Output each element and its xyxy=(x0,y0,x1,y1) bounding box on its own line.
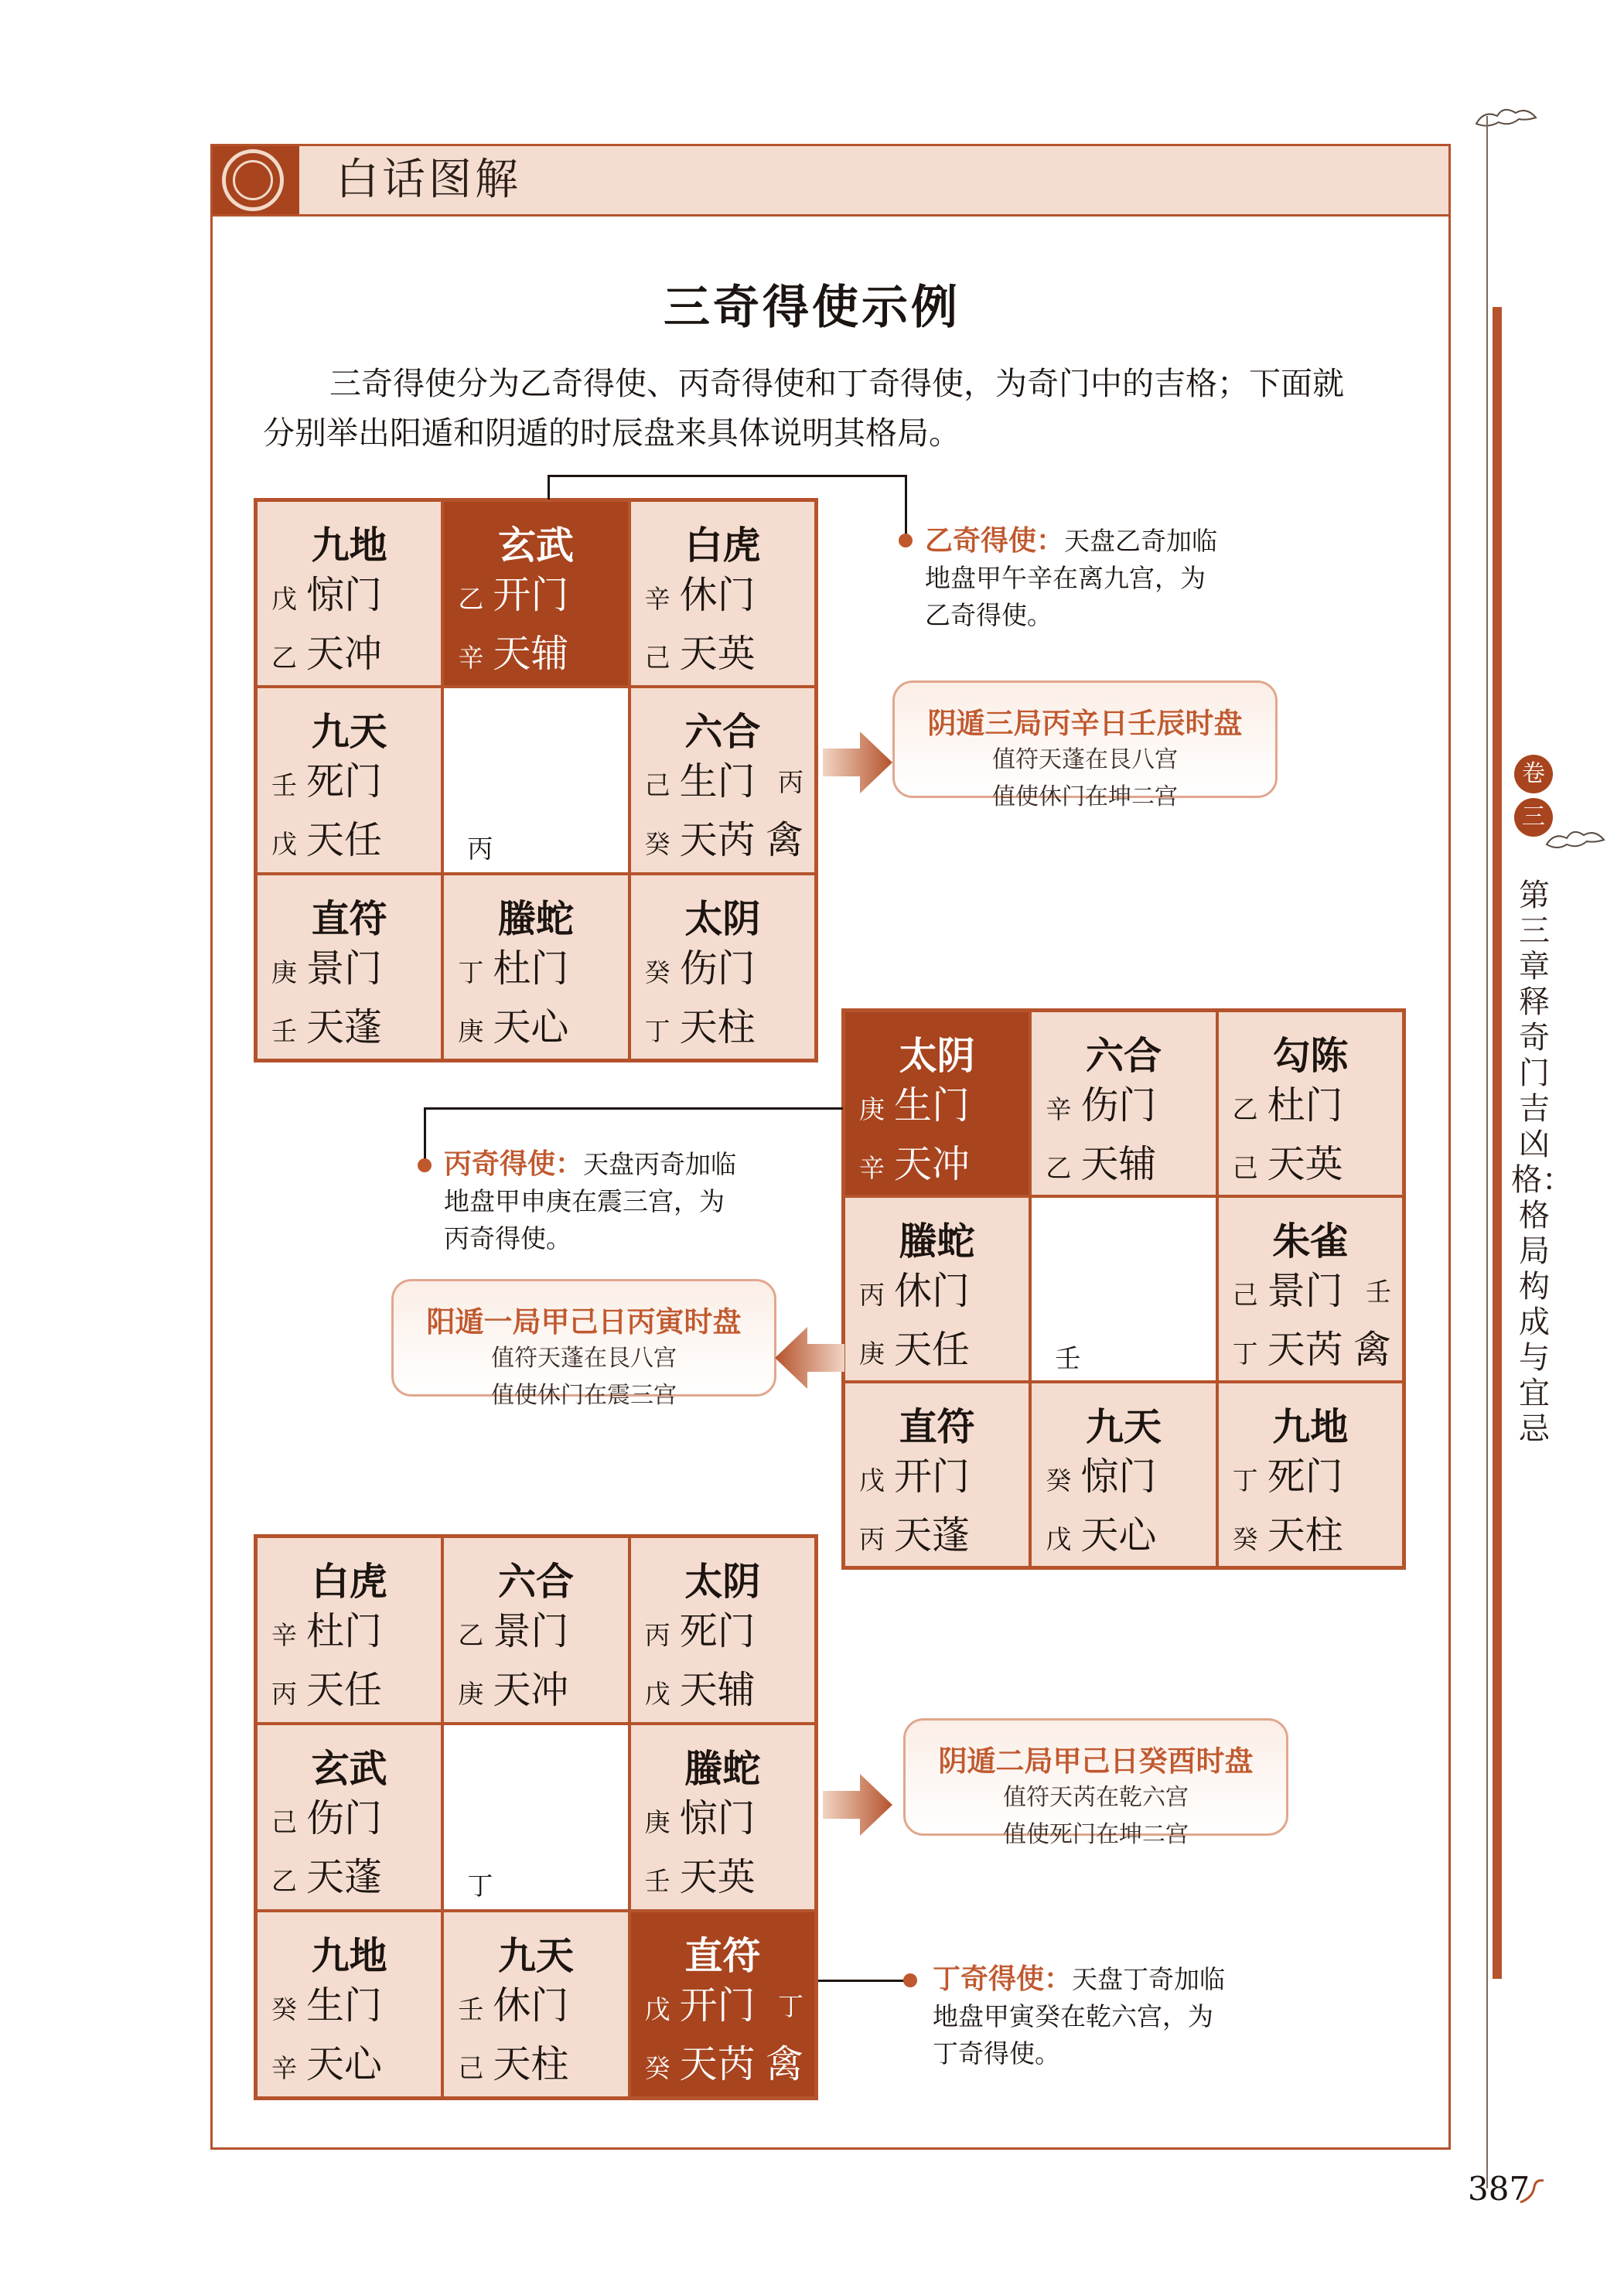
stem-label: 癸 xyxy=(644,2053,670,2083)
grid-1-cell-highlight xyxy=(442,500,629,687)
note-title: 乙奇得使： xyxy=(925,525,1065,557)
door-label: 开门 xyxy=(894,1455,971,1499)
grid-3-cell-highlight xyxy=(629,1911,816,2098)
stem-label: 壬 xyxy=(458,1994,484,2024)
grid-1-cell xyxy=(256,874,442,1060)
page-number: 387 xyxy=(1468,2170,1530,2208)
deity-label: 太阴 xyxy=(899,1034,975,1078)
grid-2-cell xyxy=(1030,1382,1216,1567)
side-stem: 丙 xyxy=(777,767,803,798)
grid-1 xyxy=(254,498,818,1062)
stem-label: 乙 xyxy=(271,1866,297,1896)
door-label: 休门 xyxy=(894,1269,971,1313)
stem-label: 己 xyxy=(1232,1153,1258,1183)
star-label: 天任 xyxy=(306,1668,383,1712)
star-label: 天芮 xyxy=(679,818,756,863)
grid-1-note xyxy=(925,523,1281,634)
star-label: 天柱 xyxy=(1267,1513,1343,1557)
grid-3-cell xyxy=(256,1724,442,1911)
grid-1-cell xyxy=(256,500,442,687)
grid-1-cell xyxy=(442,874,629,1060)
deity-label: 白虎 xyxy=(684,524,761,568)
note-text: 乙奇得使。 xyxy=(925,600,1053,630)
info-box-title: 阴遁二局甲己日癸酉时盘 xyxy=(938,1745,1254,1778)
star-label: 天芮 xyxy=(679,2042,756,2086)
grid-2-cell xyxy=(1217,1382,1404,1567)
stem-label: 己 xyxy=(458,2053,484,2083)
star-label: 天冲 xyxy=(306,632,383,676)
star-label: 天任 xyxy=(306,818,383,863)
star-label: 天辅 xyxy=(1080,1142,1157,1186)
info-box-line: 值使休门在坤二宫 xyxy=(992,783,1178,810)
grid-3-info-box xyxy=(903,1718,1288,1848)
stem-label: 壬 xyxy=(644,1866,670,1896)
info-box-title: 阳遁一局甲己日丙寅时盘 xyxy=(426,1305,742,1339)
grid-2-cell xyxy=(1217,1011,1404,1196)
door-label: 死门 xyxy=(1267,1455,1343,1499)
stem-label: 乙 xyxy=(1046,1153,1072,1183)
star-label: 天英 xyxy=(679,1855,756,1899)
stem-label: 乙 xyxy=(271,643,297,673)
star-label: 天芮 xyxy=(1267,1328,1343,1372)
stem-label: 丁 xyxy=(458,957,484,987)
grid-3-cell xyxy=(256,1911,442,2098)
annotation-dot xyxy=(903,1973,917,1987)
door-label: 开门 xyxy=(493,573,569,617)
door-label: 杜门 xyxy=(493,946,569,991)
stem-label: 庚 xyxy=(458,1015,484,1046)
deity-label: 六合 xyxy=(684,710,761,755)
arrow-right-icon xyxy=(823,732,892,793)
deity-label: 直符 xyxy=(899,1405,975,1449)
star-label: 天任 xyxy=(894,1328,971,1372)
deity-label: 太阴 xyxy=(684,1560,761,1604)
stem-label: 丙 xyxy=(271,1679,297,1709)
star-label: 天蓬 xyxy=(894,1513,971,1557)
deity-label: 六合 xyxy=(497,1560,574,1604)
note-text: 地盘甲午辛在离九宫，为 xyxy=(925,563,1206,593)
grid-3-cell xyxy=(256,1537,442,1724)
stem-label: 癸 xyxy=(1046,1465,1072,1496)
stem-label: 辛 xyxy=(859,1153,885,1183)
stem-label: 辛 xyxy=(644,584,670,614)
stem-label: 辛 xyxy=(271,2053,297,2083)
deity-label: 九地 xyxy=(311,524,387,568)
grid-1-info-box xyxy=(892,680,1278,810)
star-label: 天心 xyxy=(1080,1513,1157,1557)
stem-label: 丁 xyxy=(644,1015,670,1046)
door-label: 惊门 xyxy=(306,573,383,617)
side-stem: 壬 xyxy=(1365,1277,1391,1307)
stem-label: 庚 xyxy=(859,1339,885,1369)
door-label: 生门 xyxy=(894,1083,971,1127)
grid-2-note xyxy=(444,1146,800,1257)
swirl-ornament-icon xyxy=(1517,2174,1548,2205)
door-label: 景门 xyxy=(493,1609,569,1653)
grid-2 xyxy=(841,1008,1406,1570)
note-text: 天盘丁奇加临 xyxy=(1072,1964,1226,1994)
stem-label: 己 xyxy=(644,643,670,673)
star-label: 天冲 xyxy=(493,1668,569,1712)
door-label: 生门 xyxy=(306,1983,383,2028)
door-label: 伤门 xyxy=(1080,1083,1157,1127)
deity-label: 直符 xyxy=(311,896,387,941)
stem-label: 癸 xyxy=(1232,1524,1258,1554)
grid-3-note xyxy=(933,1961,1288,2072)
volume-label: 卷 xyxy=(1514,755,1553,793)
door-label: 休门 xyxy=(679,573,756,617)
annotation-dot xyxy=(418,1158,432,1172)
deity-label: 六合 xyxy=(1085,1034,1162,1078)
arrow-left-icon xyxy=(775,1327,844,1389)
stem-label: 庚 xyxy=(644,1807,670,1837)
note-title: 丙奇得使： xyxy=(444,1148,584,1180)
stem-label: 己 xyxy=(271,1807,297,1837)
star-label: 天柱 xyxy=(679,1004,756,1049)
volume-number: 三 xyxy=(1514,798,1553,837)
star-label: 天柱 xyxy=(493,2042,569,2086)
info-box-line: 值符天芮在乾六宫 xyxy=(1003,1784,1189,1811)
cloud-ornament-icon xyxy=(1472,102,1542,133)
stem-label: 戊 xyxy=(271,584,297,614)
star-label: 天心 xyxy=(306,2042,383,2086)
deity-label: 直符 xyxy=(684,1934,761,1978)
side-star: 禽 xyxy=(1353,1328,1391,1372)
star-label: 天蓬 xyxy=(306,1004,383,1049)
star-label: 天冲 xyxy=(894,1142,971,1186)
stem-label: 己 xyxy=(1232,1280,1258,1310)
grid-1-center xyxy=(442,687,629,873)
note-text: 天盘乙奇加临 xyxy=(1064,526,1218,556)
door-label: 惊门 xyxy=(679,1796,756,1840)
door-label: 惊门 xyxy=(1080,1455,1157,1499)
stem-label: 庚 xyxy=(859,1094,885,1124)
stem-label: 癸 xyxy=(644,957,670,987)
center-stem: 丁 xyxy=(467,1871,493,1901)
stem-label: 癸 xyxy=(644,829,670,860)
door-label: 死门 xyxy=(306,759,383,804)
stem-label: 丙 xyxy=(859,1280,885,1310)
grid-3-cell xyxy=(442,1537,629,1724)
stem-label: 壬 xyxy=(271,1015,297,1046)
grid-2-cell xyxy=(844,1382,1030,1567)
star-label: 天辅 xyxy=(493,632,569,676)
door-label: 杜门 xyxy=(1267,1083,1343,1127)
annotation-dot xyxy=(899,534,913,547)
stem-label: 壬 xyxy=(271,770,297,801)
stem-label: 丁 xyxy=(1232,1339,1258,1369)
stem-label: 丙 xyxy=(859,1524,885,1554)
deity-label: 朱雀 xyxy=(1272,1219,1349,1264)
margin-bar xyxy=(1493,307,1502,1979)
grid-2-cell-highlight xyxy=(844,1011,1030,1196)
deity-label: 螣蛇 xyxy=(684,1747,761,1791)
intro-line-2: 分别举出阳遁和阴遁的时辰盘来具体说明其格局。 xyxy=(263,414,960,452)
stem-label: 庚 xyxy=(458,1679,484,1709)
note-text: 地盘甲寅癸在乾六宫，为 xyxy=(933,2001,1213,2031)
stem-label: 己 xyxy=(644,770,670,801)
stem-label: 戊 xyxy=(644,1679,670,1709)
stem-label: 癸 xyxy=(271,1994,297,2024)
note-text: 地盘甲申庚在震三宫，为 xyxy=(444,1186,725,1216)
side-star: 禽 xyxy=(765,2042,803,2086)
grid-1-cell xyxy=(629,687,816,873)
center-stem: 壬 xyxy=(1055,1343,1081,1373)
stem-label: 辛 xyxy=(271,1620,297,1650)
deity-label: 九地 xyxy=(1272,1405,1349,1449)
header-emblem-icon xyxy=(213,146,299,214)
side-stem: 丁 xyxy=(777,1991,803,2021)
door-label: 生门 xyxy=(679,759,756,804)
stem-label: 庚 xyxy=(271,957,297,987)
side-star: 禽 xyxy=(765,818,803,863)
stem-label: 辛 xyxy=(458,643,484,673)
deity-label: 太阴 xyxy=(684,896,761,941)
grid-1-cell xyxy=(256,687,442,873)
deity-label: 九天 xyxy=(497,1934,574,1978)
deity-label: 九天 xyxy=(311,710,387,755)
stem-label: 乙 xyxy=(458,1620,484,1650)
deity-label: 九天 xyxy=(1085,1405,1162,1449)
chapter-title: 第三章 释奇门吉凶格：格局构成与宜忌 xyxy=(1511,878,1581,1447)
cloud-ornament-icon xyxy=(1544,824,1609,855)
info-box-title: 阴遁三局丙辛日壬辰时盘 xyxy=(927,707,1243,740)
stem-label: 戊 xyxy=(644,1994,670,2024)
deity-label: 螣蛇 xyxy=(497,896,574,941)
deity-label: 九地 xyxy=(311,1934,387,1978)
note-text: 丁奇得使。 xyxy=(933,2038,1060,2069)
stem-label: 丁 xyxy=(1232,1465,1258,1496)
center-stem: 丙 xyxy=(467,834,493,865)
note-text: 丙奇得使。 xyxy=(444,1223,571,1253)
grid-2-center xyxy=(1030,1196,1216,1382)
grid-2-cell xyxy=(1217,1196,1404,1382)
info-box-line: 值符天蓬在艮八宫 xyxy=(491,1345,677,1372)
door-label: 杜门 xyxy=(306,1609,383,1653)
door-label: 开门 xyxy=(679,1983,756,2028)
info-box-line: 值使休门在震三宫 xyxy=(491,1382,677,1409)
door-label: 景门 xyxy=(1267,1269,1343,1313)
stem-label: 戊 xyxy=(859,1465,885,1496)
star-label: 天英 xyxy=(1267,1142,1343,1186)
arrow-right-icon xyxy=(823,1774,892,1836)
door-label: 死门 xyxy=(679,1609,756,1653)
info-box-line: 值符天蓬在艮八宫 xyxy=(992,746,1178,773)
stem-label: 辛 xyxy=(1046,1094,1072,1124)
header-title: 白话图解 xyxy=(336,155,521,205)
door-label: 景门 xyxy=(306,946,383,991)
stem-label: 戊 xyxy=(1046,1524,1072,1554)
stem-label: 戊 xyxy=(271,829,297,860)
grid-3-center xyxy=(442,1724,629,1911)
deity-label: 玄武 xyxy=(497,524,574,568)
door-label: 休门 xyxy=(493,1983,569,2028)
grid-2-cell xyxy=(844,1196,1030,1382)
intro-line-1: 三奇得使分为乙奇得使、丙奇得使和丁奇得使，为奇门中的吉格；下面就 xyxy=(329,365,1344,402)
star-label: 天心 xyxy=(493,1004,569,1049)
deity-label: 玄武 xyxy=(311,1747,387,1791)
intro-paragraph xyxy=(263,359,1415,458)
stem-label: 乙 xyxy=(458,584,484,614)
door-label: 伤门 xyxy=(306,1796,383,1840)
stem-label: 乙 xyxy=(1232,1094,1258,1124)
star-label: 天蓬 xyxy=(306,1855,383,1899)
grid-3-cell xyxy=(629,1537,816,1724)
stem-label: 丙 xyxy=(644,1620,670,1650)
grid-3-cell xyxy=(629,1724,816,1911)
note-text: 天盘丙奇加临 xyxy=(583,1149,737,1179)
note-title: 丁奇得使： xyxy=(933,1963,1073,1995)
grid-2-cell xyxy=(1030,1011,1216,1196)
grid-3-cell xyxy=(442,1911,629,2098)
deity-label: 白虎 xyxy=(311,1560,387,1604)
deity-label: 勾陈 xyxy=(1272,1034,1349,1078)
star-label: 天英 xyxy=(679,632,756,676)
info-box-line: 值使死门在坤二宫 xyxy=(1003,1821,1189,1848)
door-label: 伤门 xyxy=(679,946,756,991)
grid-1-cell xyxy=(629,874,816,1060)
grid-1-cell xyxy=(629,500,816,687)
page-title: 三奇得使示例 xyxy=(664,281,960,335)
grid-2-info-box xyxy=(391,1279,776,1409)
margin-rule xyxy=(1486,116,1488,2188)
grid-3 xyxy=(254,1534,818,2100)
deity-label: 螣蛇 xyxy=(899,1219,975,1264)
star-label: 天辅 xyxy=(679,1668,756,1712)
